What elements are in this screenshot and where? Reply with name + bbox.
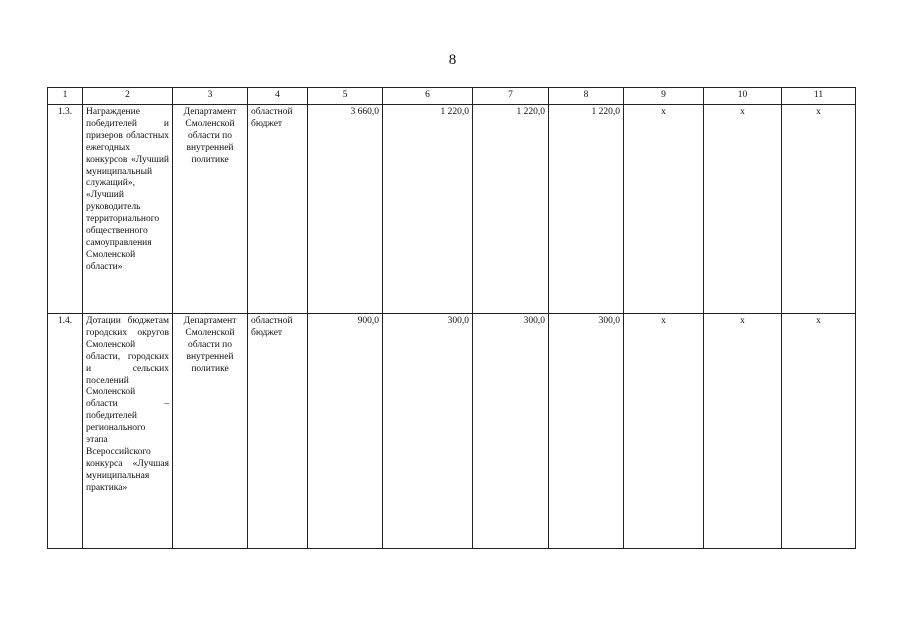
program-table <box>47 87 856 549</box>
table-row <box>48 105 856 314</box>
column-header: 10 <box>704 88 782 105</box>
year3-amount: 300,0 <box>549 314 624 549</box>
executor: Департамент Смоленской области по внутренней политике <box>173 105 248 314</box>
year2-amount: 300,0 <box>473 314 549 549</box>
indicator-cell: x <box>782 105 856 314</box>
total-amount: 900,0 <box>308 314 383 549</box>
column-header: 9 <box>624 88 704 105</box>
indicator-cell: x <box>624 314 704 549</box>
total-amount: 3 660,0 <box>308 105 383 314</box>
header-row <box>48 88 856 105</box>
column-header: 1 <box>48 88 83 105</box>
column-header: 6 <box>383 88 473 105</box>
funding-source: областной бюджет <box>248 105 308 314</box>
column-header: 2 <box>83 88 173 105</box>
year3-amount: 1 220,0 <box>549 105 624 314</box>
year2-amount: 1 220,0 <box>473 105 549 314</box>
indicator-cell: x <box>782 314 856 549</box>
column-header: 5 <box>308 88 383 105</box>
column-header: 8 <box>549 88 624 105</box>
indicator-cell: x <box>704 105 782 314</box>
row-number: 1.4. <box>48 314 83 549</box>
indicator-cell: x <box>704 314 782 549</box>
event-name: Дотации бюджетам городских округов Смоленской области, городских и сельских поселений Смоленской области – победителей регионального этапа Всероссийского конкурса «Лучшая муниципальная практика» <box>83 314 173 549</box>
column-header: 3 <box>173 88 248 105</box>
page-number: 8 <box>448 52 457 68</box>
year1-amount: 1 220,0 <box>383 105 473 314</box>
column-header: 7 <box>473 88 549 105</box>
executor: Департамент Смоленской области по внутренней политике <box>173 314 248 549</box>
year1-amount: 300,0 <box>383 314 473 549</box>
indicator-cell: x <box>624 105 704 314</box>
table-row <box>48 314 856 549</box>
column-header: 11 <box>782 88 856 105</box>
column-header: 4 <box>248 88 308 105</box>
event-name: Награждение победителей и призеров областных ежегодных конкурсов «Лучший муниципальный служащий», «Лучший руководитель территориального общественного самоуправления Смоленской области» <box>83 105 173 314</box>
row-number: 1.3. <box>48 105 83 314</box>
funding-source: областной бюджет <box>248 314 308 549</box>
